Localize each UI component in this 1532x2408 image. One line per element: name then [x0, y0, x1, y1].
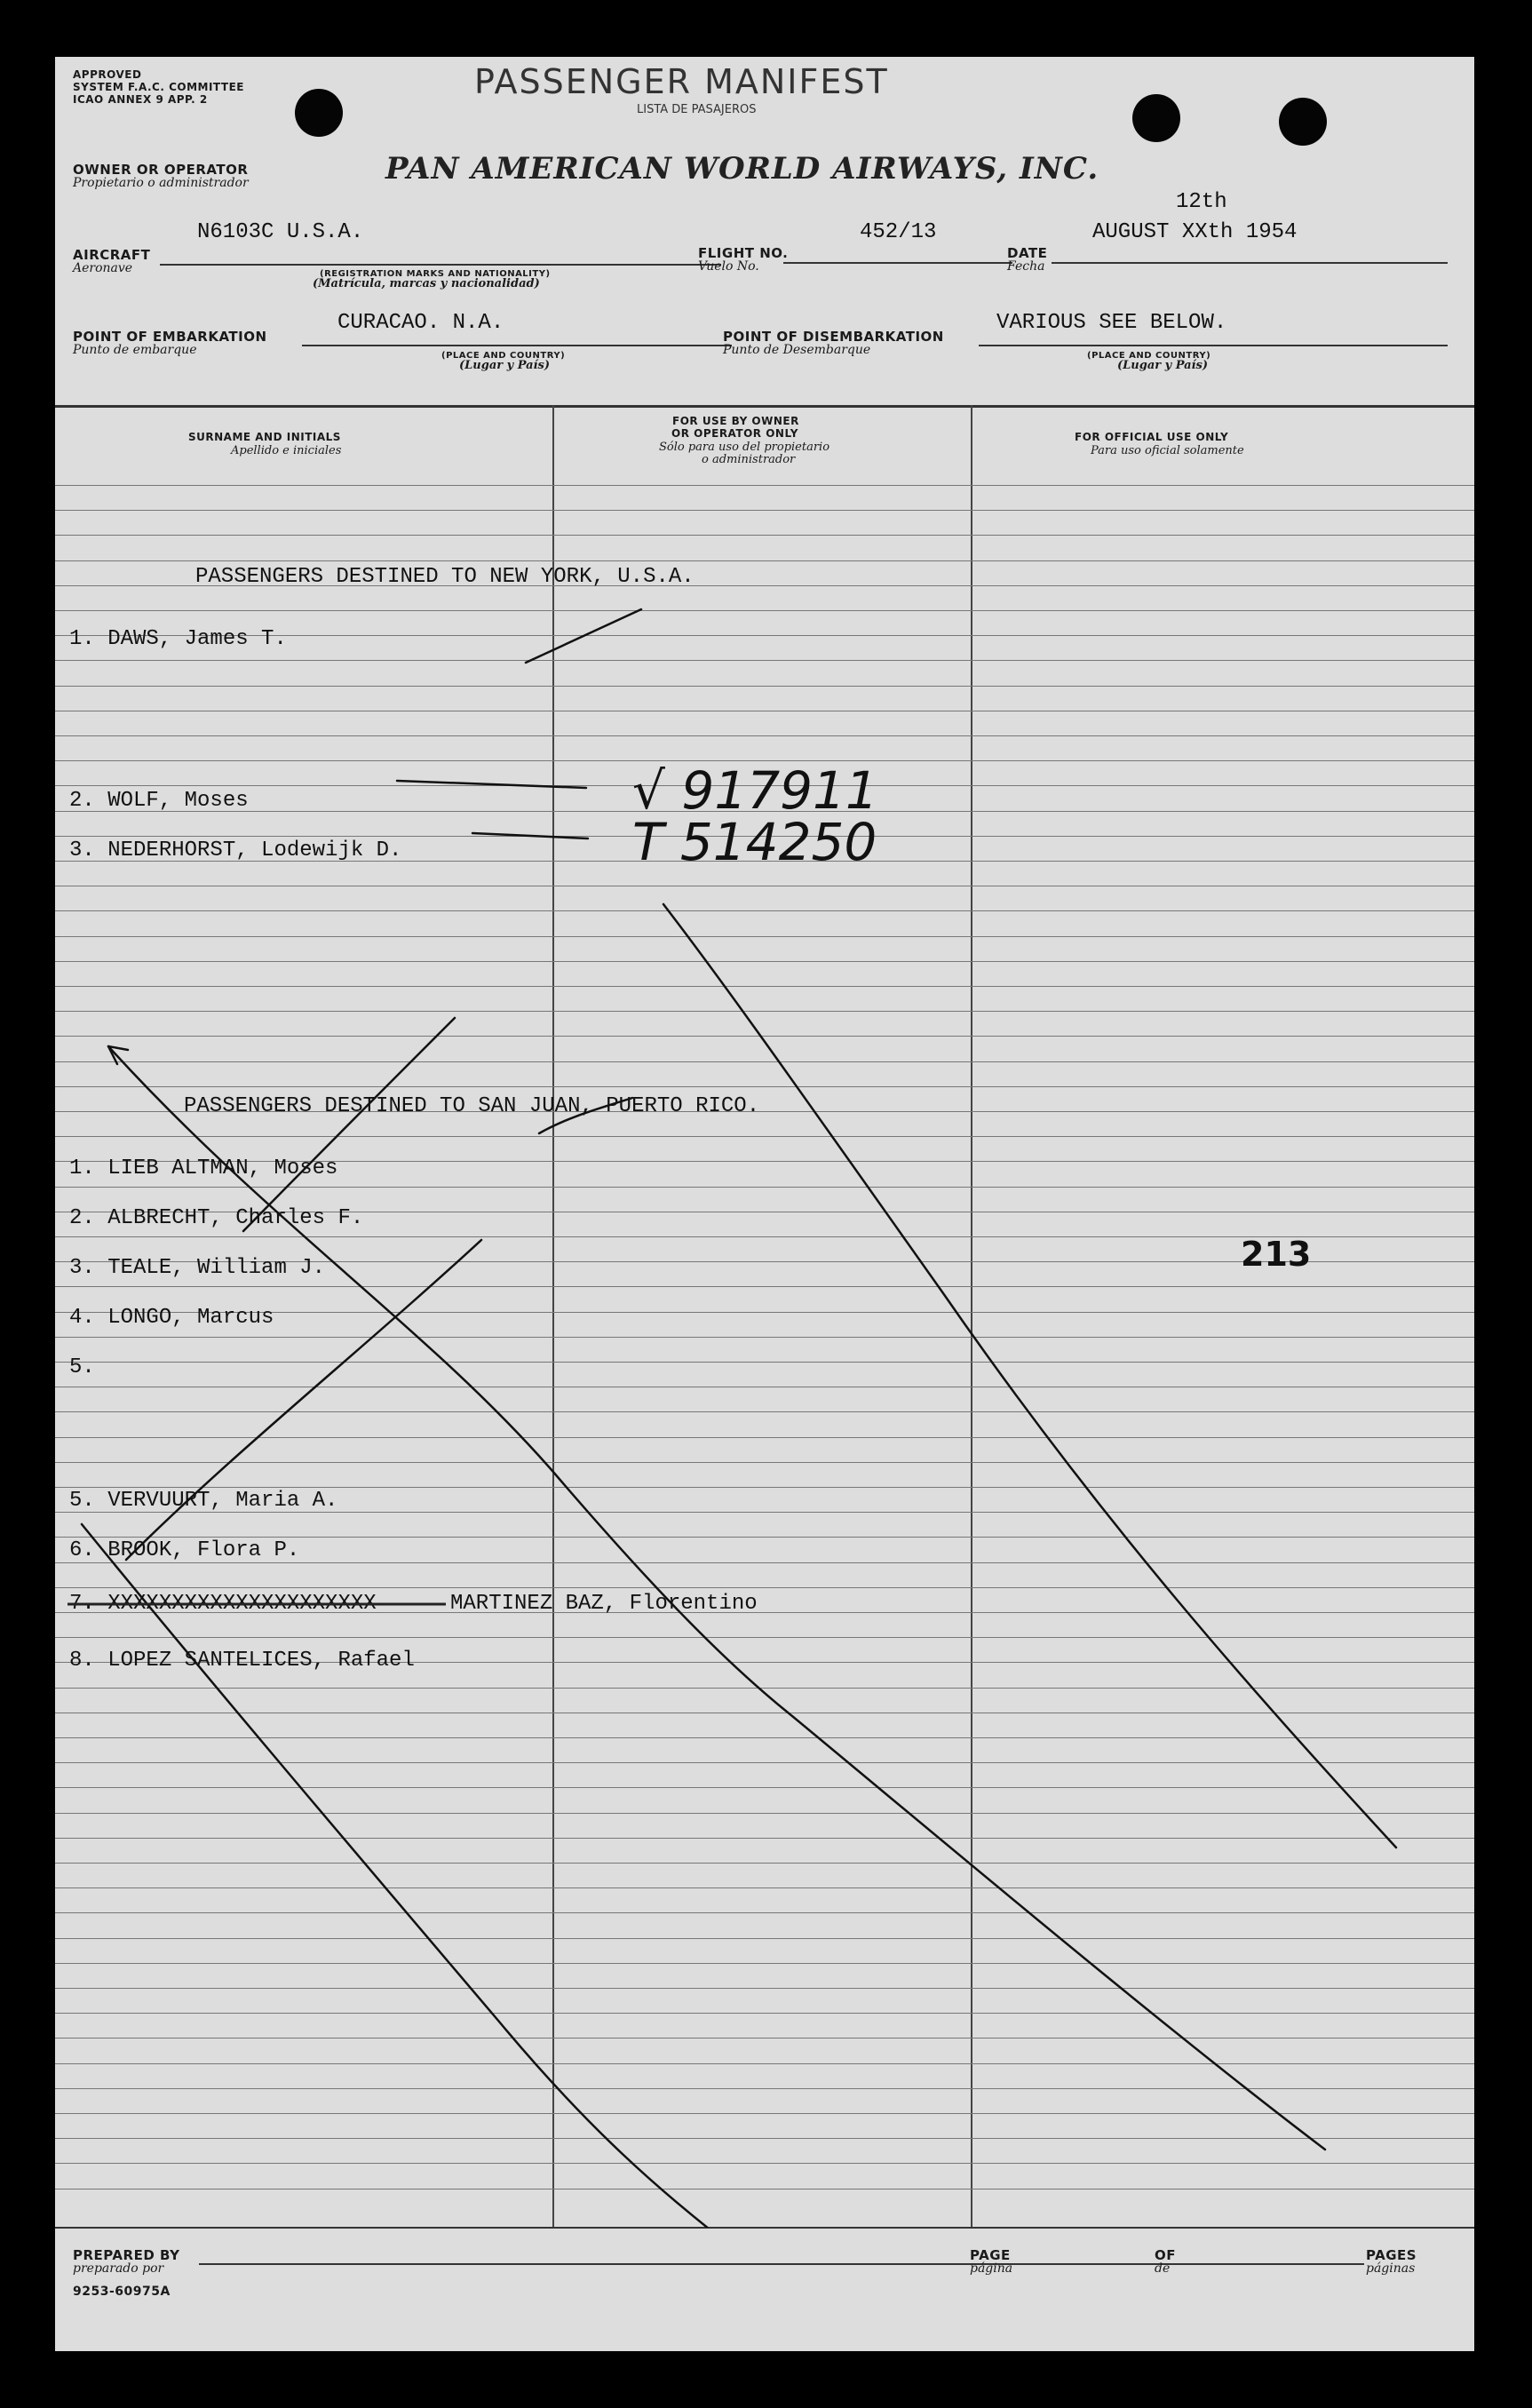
date-value: AUGUST XXth 1954 [1092, 220, 1298, 244]
pen-strokes [55, 405, 1474, 2228]
ny-heading: PASSENGERS DESTINED TO NEW YORK, U.S.A. [195, 565, 695, 589]
date-label: DATE [1007, 245, 1048, 261]
column-header-official-es: Para uso oficial solamente [1091, 444, 1244, 457]
disembark-value: VARIOUS SEE BELOW. [996, 311, 1227, 335]
passenger-row: 2. ALBRECHT, Charles F. [69, 1206, 364, 1230]
approval-line: SYSTEM F.A.C. COMMITTEE [73, 81, 244, 93]
passenger-row: 8. LOPEZ SANTELICES, Rafael [69, 1649, 415, 1673]
aircraft-value: N6103C U.S.A. [197, 220, 364, 244]
embark-label-es: Punto de embarque [73, 343, 197, 357]
passenger-row: 1. LIEB ALTMAN, Moses [69, 1156, 338, 1180]
disembark-label: POINT OF DISEMBARKATION [723, 329, 944, 345]
disembark-note-es: (Lugar y País) [1117, 359, 1208, 372]
column-header-owner-es: o administrador [702, 453, 796, 466]
embark-label: POINT OF EMBARKATION [73, 329, 267, 345]
prepared-label-es: preparado por [73, 2261, 164, 2276]
owner-label: OWNER OR OPERATOR [73, 162, 249, 178]
flight-label-es: Vuelo No. [698, 259, 759, 274]
passenger-row: 5. [69, 1355, 95, 1379]
aircraft-label: AIRCRAFT [73, 247, 151, 263]
punch-hole [1132, 94, 1180, 142]
airline-name: PAN AMERICAN WORLD AIRWAYS, INC. [385, 151, 1099, 187]
passenger-row: 3. NEDERHORST, Lodewijk D. [69, 838, 402, 862]
column-header-surname: SURNAME AND INITIALS [188, 431, 341, 443]
disembark-underline [979, 345, 1448, 346]
aircraft-underline [160, 264, 721, 266]
disembark-label-es: Punto de Desembarque [723, 343, 871, 357]
approval-line: APPROVED [73, 68, 142, 81]
date-label-es: Fecha [1007, 259, 1045, 274]
pages-label: PAGES [1366, 2247, 1417, 2263]
of-label: OF [1155, 2247, 1176, 2263]
column-header-owner: OR OPERATOR ONLY [671, 427, 798, 440]
prepared-label: PREPARED BY [73, 2247, 180, 2263]
passenger-row: MARTINEZ BAZ, Florentino [450, 1592, 758, 1616]
page-label-es: página [970, 2261, 1013, 2276]
column-header-owner: FOR USE BY OWNER [672, 415, 799, 427]
flight-underline [783, 262, 1012, 264]
stamp-number: 213 [1241, 1235, 1312, 1274]
embark-note-es: (Lugar y País) [459, 359, 550, 372]
manifest-table [55, 405, 1474, 2228]
aircraft-note-es: (Matrícula, marcas y nacionalidad) [313, 277, 540, 290]
column-header-official: FOR OFFICIAL USE ONLY [1075, 431, 1229, 443]
page-subtitle: LISTA DE PASAJEROS [637, 103, 757, 116]
flight-label: FLIGHT NO. [698, 245, 789, 261]
passenger-row: 4. LONGO, Marcus [69, 1306, 274, 1330]
pages-label-es: páginas [1366, 2261, 1416, 2276]
passenger-row: 5. VERVUURT, Maria A. [69, 1489, 338, 1513]
manifest-sheet [55, 57, 1474, 2351]
aircraft-label-es: Aeronave [73, 261, 133, 275]
embark-underline [302, 345, 732, 346]
passenger-row: 6. BROOK, Flora P. [69, 1538, 300, 1562]
aircraft-note: (REGISTRATION MARKS AND NATIONALITY) [320, 269, 551, 279]
column-header-surname-es: Apellido e iniciales [231, 444, 342, 457]
flight-value: 452/13 [860, 220, 937, 244]
passenger-row: 3. TEALE, William J. [69, 1256, 326, 1280]
date-day: 12th [1176, 190, 1227, 214]
handwritten-number: T 514250 [632, 812, 877, 872]
page-title: PASSENGER MANIFEST [474, 62, 889, 101]
date-underline [1052, 262, 1448, 264]
embark-note: (PLACE AND COUNTRY) [441, 351, 566, 361]
punch-hole [1279, 98, 1327, 146]
embark-value: CURACAO. N.A. [337, 311, 504, 335]
page-label: PAGE [970, 2247, 1011, 2263]
owner-label-es: Propietario o administrador [73, 176, 249, 190]
form-number: 9253-60975A [73, 2285, 171, 2299]
struck-entry: 7. XXXXXXXXXXXXXXXXXXXXX [69, 1592, 377, 1616]
of-label-es: de [1155, 2261, 1171, 2276]
sj-heading: PASSENGERS DESTINED TO SAN JUAN, PUERTO RICO. [184, 1094, 760, 1118]
punch-hole [295, 89, 343, 137]
prepared-underline [199, 2263, 1016, 2265]
column-header-owner-es: Sólo para uso del propietario [659, 441, 830, 454]
of-underline [1176, 2263, 1364, 2265]
approval-line: ICAO ANNEX 9 APP. 2 [73, 93, 208, 106]
disembark-note: (PLACE AND COUNTRY) [1087, 351, 1211, 361]
passenger-row: 1. DAWS, James T. [69, 627, 287, 651]
passenger-row: 2. WOLF, Moses [69, 789, 249, 813]
handwritten-number: √ 917911 [632, 760, 878, 821]
